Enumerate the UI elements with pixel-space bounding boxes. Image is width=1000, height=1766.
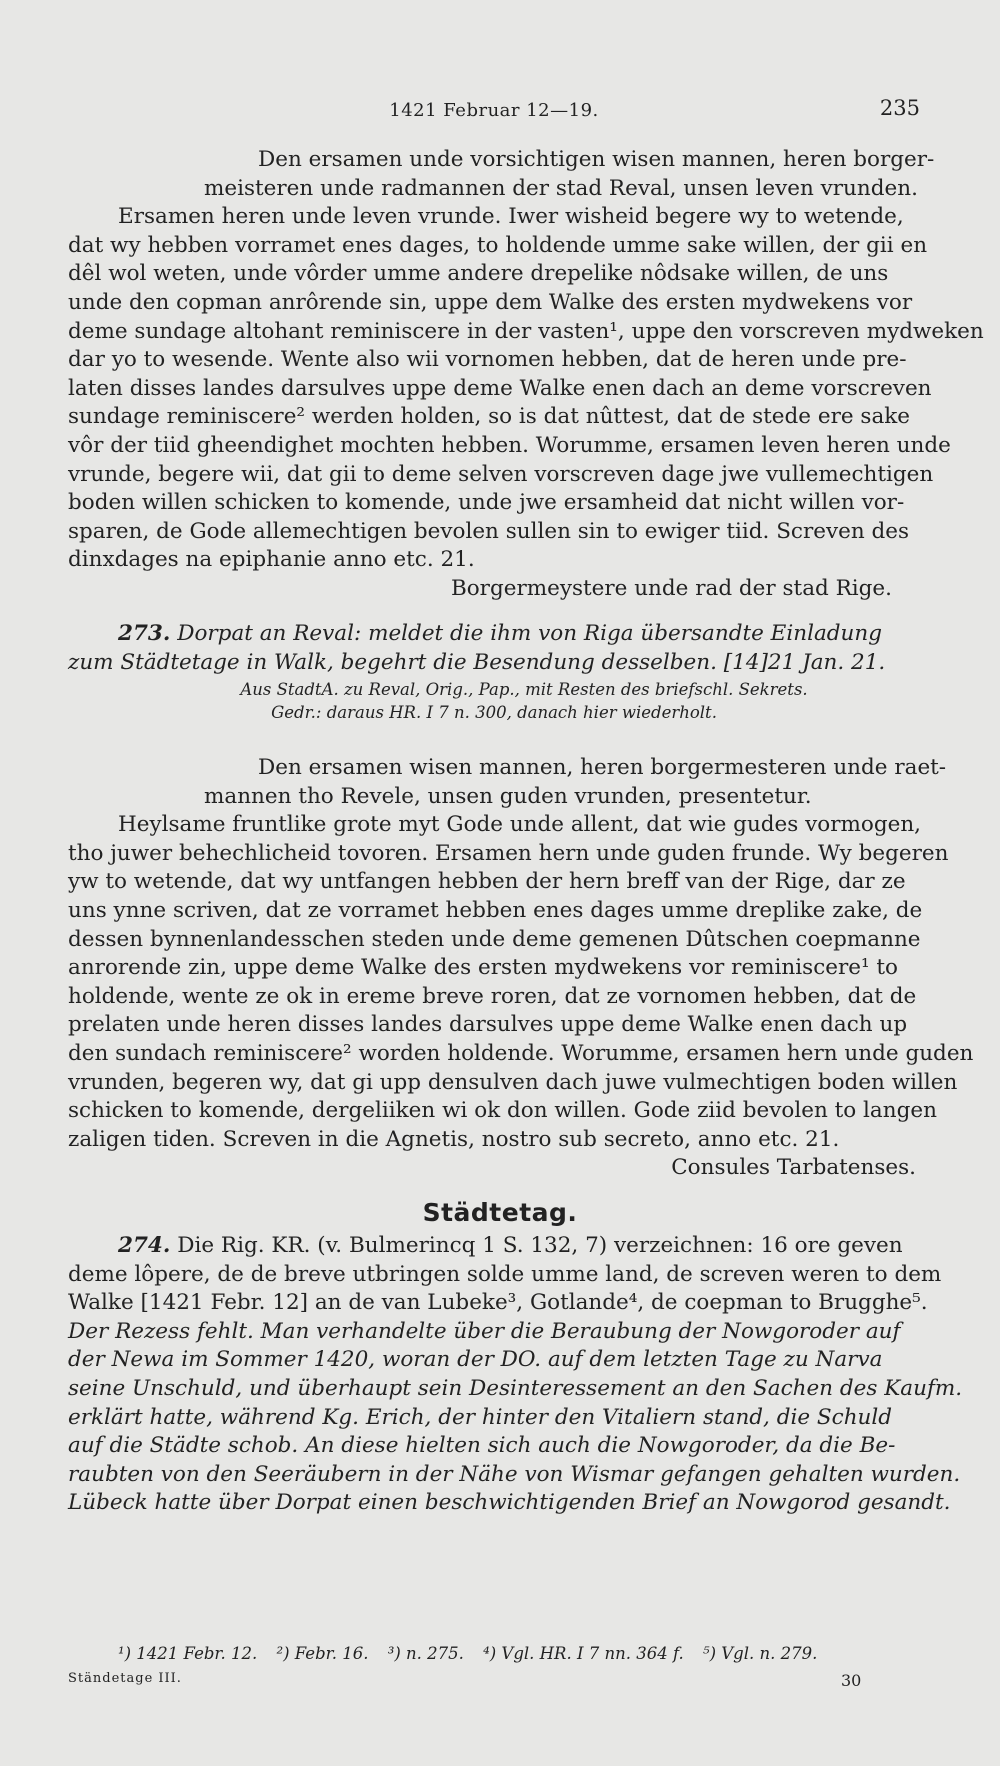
text-line: prelaten unde heren disses landes darsulves uppe deme Walke enen dach up bbox=[68, 1012, 908, 1038]
address-line: Den ersamen unde vorsichtigen wisen mannen, heren borger- bbox=[258, 147, 935, 172]
text-line: vôr der tiid gheendighet mochten hebben. Worumme, ersamen leven heren unde bbox=[68, 432, 951, 458]
text-line: Die Rig. KR. (v. Bulmerincq 1 S. 132, 7) verzeichnen: 16 ore geven bbox=[177, 1233, 903, 1258]
text-line: anrorende zin, uppe deme Walke des ersten mydwekens vor reminiscere¹ to bbox=[68, 955, 898, 981]
section-title: Städtetag. bbox=[422, 1198, 578, 1227]
text-line: zaligen tiden. Screven in die Agnetis, nostro sub secreto, anno etc. 21. bbox=[68, 1126, 840, 1152]
letter-272 bbox=[68, 146, 984, 604]
header-date: 1421 Februar 12—19. bbox=[389, 100, 599, 121]
page-number: 235 bbox=[879, 96, 920, 120]
footnote: ⁴) Vgl. HR. I 7 nn. 364 f. bbox=[483, 1644, 684, 1663]
text-line: sundage reminiscere² werden holden, so is dat nûttest, dat de stede ere sake bbox=[68, 404, 911, 430]
text-line: tho juwer behechlicheid tovoren. Ersamen hern unde guden frunde. Wy begeren bbox=[68, 840, 949, 866]
signature-mark: Ständetage III. bbox=[68, 1671, 182, 1686]
text-line: unde den copman anrôrende sin, uppe dem Walke des ersten mydwekens vor bbox=[68, 289, 913, 315]
address-line: Den ersamen wisen mannen, heren borgermesteren unde raet- bbox=[258, 755, 947, 780]
text-line: erklärt hatte, während Kg. Erich, der hinter den Vitaliern stand, die Schuld bbox=[68, 1404, 893, 1430]
text-line: Der Rezess fehlt. Man verhandelte über die Beraubung der Nowgoroder auf bbox=[68, 1318, 901, 1344]
text-line: deme lôpere, de de breve utbringen solde umme land, de screven weren to dem bbox=[68, 1261, 942, 1287]
text-line: Lübeck hatte über Dorpat einen beschwichtigenden Brief an Nowgorod gesandt. bbox=[68, 1490, 951, 1516]
text-line: raubten von den Seeräubern in der Nähe von Wismar gefangen gehalten wurden. bbox=[68, 1461, 961, 1487]
entry-274 bbox=[68, 1232, 963, 1518]
text-line: seine Unschuld, und überhaupt sein Desinteressement an den Sachen des Kaufm. bbox=[68, 1375, 963, 1401]
footnote: ⁵) Vgl. n. 279. bbox=[702, 1644, 818, 1663]
text-line: dat wy hebben vorramet enes dages, to holdende umme sake willen, der gii en bbox=[68, 232, 928, 258]
letter-273 bbox=[68, 754, 974, 1183]
text-line: dessen bynnenlandesschen steden unde deme gemenen Dûtschen coepmanne bbox=[68, 926, 921, 952]
text-line: Heylsame fruntlike grote myt Gode unde allent, dat wie gudes vormogen, bbox=[118, 812, 922, 838]
footnote: ³) n. 275. bbox=[387, 1644, 464, 1663]
text-line: boden willen schicken to komende, unde jwe ersamheid dat nicht willen vor- bbox=[68, 490, 905, 516]
signature: Consules Tarbatenses. bbox=[671, 1155, 916, 1181]
text-line: sparen, de Gode allemechtigen bevolen sullen sin to ewiger tiid. Screven des bbox=[68, 518, 910, 544]
entry-number: 274. bbox=[118, 1233, 171, 1258]
entry-273-source bbox=[68, 678, 920, 724]
source-line: Aus StadtA. zu Reval, Orig., Pap., mit Resten des briefschl. Sekrets. bbox=[240, 680, 808, 699]
text-line: holdende, wente ze ok in ereme breve roren, dat ze vornomen hebben, dat de bbox=[68, 983, 917, 1009]
text-line: Walke [1421 Febr. 12] an de van Lubeke³, Gotlande⁴, de coepman to Brugghe⁵. bbox=[68, 1290, 928, 1316]
address-line: mannen tho Revele, unsen guden vrunden, presentetur. bbox=[204, 783, 812, 809]
sheet-number: 30 bbox=[841, 1671, 862, 1690]
signature: Borgermeystere unde rad der stad Rige. bbox=[450, 575, 892, 601]
footnotes bbox=[68, 1644, 920, 1663]
source-line: Gedr.: daraus HR. I 7 n. 300, danach hier wiederholt. bbox=[271, 703, 717, 722]
text-line: schicken to komende, dergeliiken wi ok don willen. Gode ziid bevolen to langen bbox=[68, 1098, 937, 1124]
text-line: deme sundage altohant reminiscere in der vasten¹, uppe den vorscreven mydweken bbox=[68, 318, 984, 344]
page-footer bbox=[68, 1671, 920, 1690]
text-line: dinxdages na epiphanie anno etc. 21. bbox=[68, 547, 475, 573]
running-header bbox=[68, 96, 920, 126]
text-line: dêl wol weten, unde vôrder umme andere drepelike nôdsake willen, de uns bbox=[68, 261, 889, 287]
text-line: uns ynne scriven, dat ze vorramet hebben enes dages umme dreplike zake, de bbox=[68, 897, 923, 923]
text-line: dar yo to wesende. Wente also wii vornomen hebben, dat de heren unde pre- bbox=[68, 347, 907, 373]
footnote: ¹) 1421 Febr. 12. bbox=[118, 1644, 258, 1663]
summary-line: Dorpat an Reval: meldet die ihm von Riga übersandte Einladung bbox=[177, 621, 883, 646]
address-line: meisteren unde radmannen der stad Reval, unsen leven vrunden. bbox=[204, 175, 918, 201]
text-line: der Newa im Sommer 1420, woran der DO. auf dem letzten Tage zu Narva bbox=[68, 1347, 883, 1373]
footnote: ²) Febr. 16. bbox=[276, 1644, 369, 1663]
entry-number: 273. bbox=[118, 621, 171, 646]
entry-273-summary bbox=[68, 620, 920, 677]
text-line: vrunde, begere wii, dat gii to deme selven vorscreven dage jwe vullemechtigen bbox=[68, 461, 934, 487]
text-line: auf die Städte schob. An diese hielten sich auch die Nowgoroder, da die Be- bbox=[68, 1433, 896, 1459]
text-line: vrunden, begeren wy, dat gi upp densulven dach juwe vulmechtigen boden willen bbox=[68, 1069, 958, 1095]
text-line: Ersamen heren unde leven vrunde. Iwer wisheid begere wy to wetende, bbox=[118, 204, 904, 230]
summary-line: zum Städtetage in Walk, begehrt die Besendung desselben. [14]21 Jan. 21. bbox=[68, 649, 886, 675]
text-line: yw to wetende, dat wy untfangen hebben der hern breff van der Rige, dar ze bbox=[68, 869, 906, 895]
text-line: den sundach reminiscere² worden holdende. Worumme, ersamen hern unde guden bbox=[68, 1040, 974, 1066]
text-line: laten disses landes darsulves uppe deme Walke enen dach an deme vorscreven bbox=[68, 375, 932, 401]
